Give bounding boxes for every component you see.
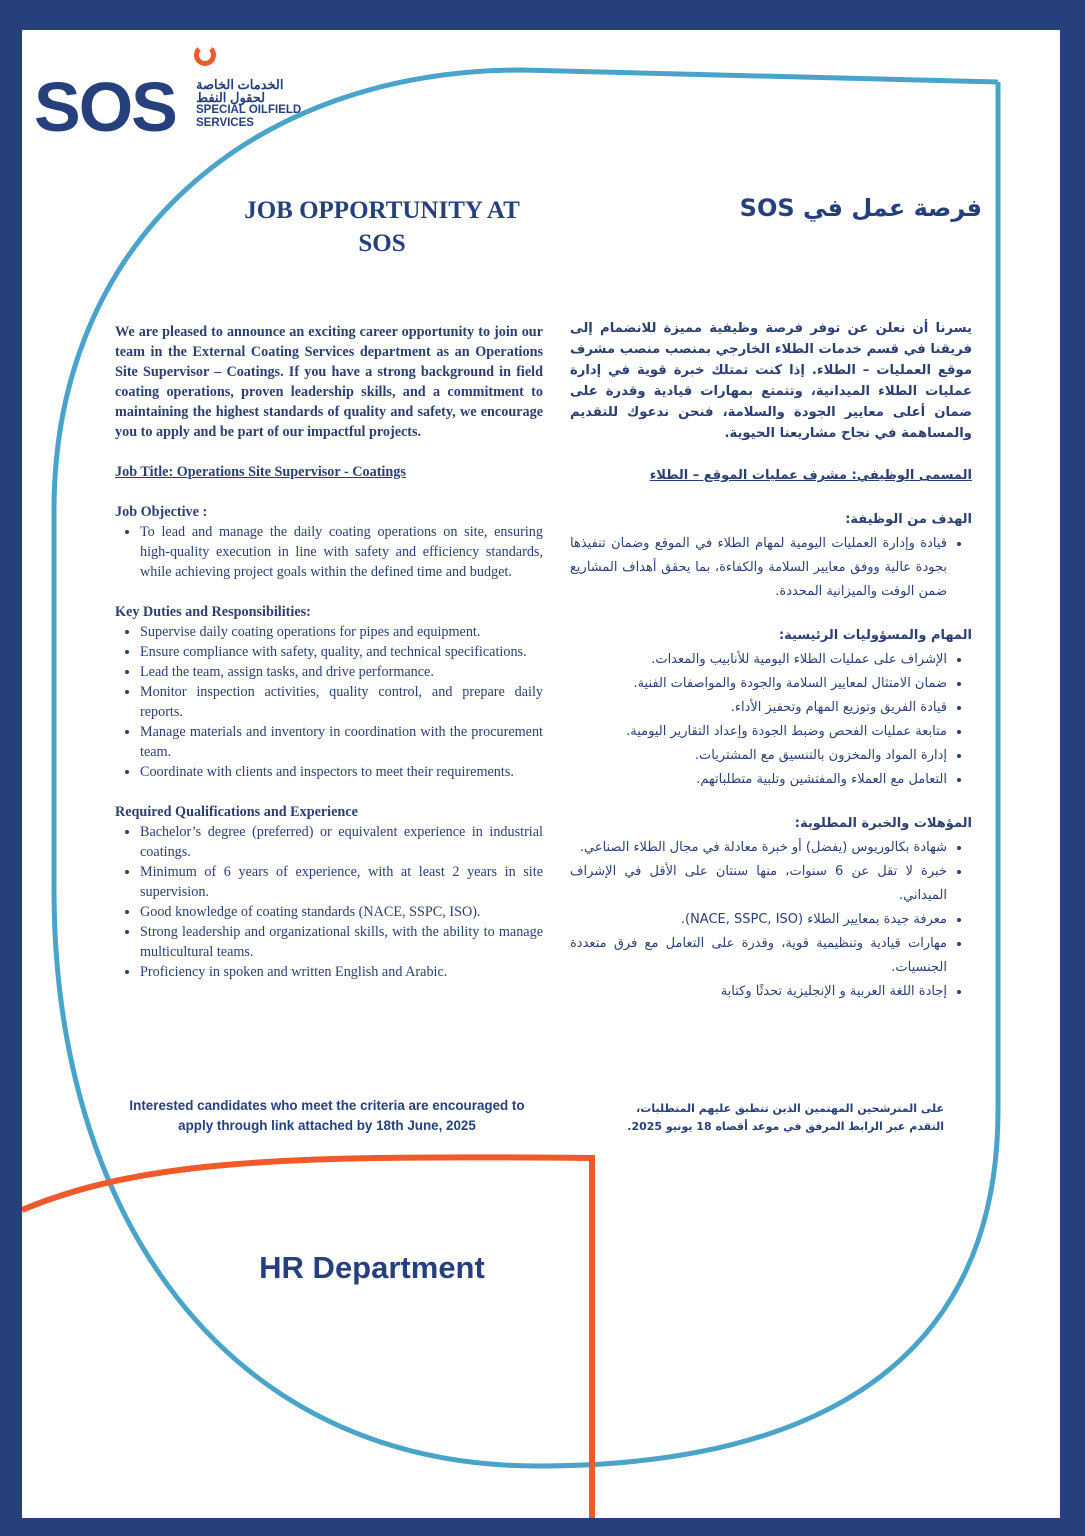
list-item: • Manage materials and inventory in coordination with the procurement team.: [140, 722, 543, 762]
arabic-objective-heading: الهدف من الوظيفة:: [845, 512, 972, 527]
list-item: • Monitor inspection activities, quality control, and prepare daily reports.: [140, 682, 543, 722]
logo-ring-icon: [194, 44, 216, 66]
arabic-duties-heading: المهام والمسؤوليات الرئيسية:: [778, 628, 972, 643]
english-closing-line-1: Interested candidates who meet the criteria are encouraged to: [129, 1098, 525, 1113]
list-item: • قيادة وإدارة العمليات اليومية لمهام الطلاء في الموقع وضمان تنفيذها بجودة عالية ووفق معايير السلامة والكفاءة، بما يحقق أهداف المشاريع ضمن الوقت والميزانية المحددة.: [570, 532, 947, 604]
arabic-objective-list: [570, 532, 972, 604]
english-objective-list: [115, 522, 543, 582]
list-item: • Supervise daily coating operations for pipes and equipment.: [140, 622, 543, 642]
english-duties-list: [115, 622, 543, 782]
list-item: • Lead the team, assign tasks, and drive performance.: [140, 662, 543, 682]
list-item: • Coordinate with clients and inspectors to meet their requirements.: [140, 762, 543, 782]
arabic-closing-line-2: التقدم عبر الرابط المرفق في موعد أقصاه 18 يونيو 2025.: [627, 1120, 944, 1133]
list-item: • Proficiency in spoken and written English and Arabic.: [140, 962, 543, 982]
logo-letters: SOS: [34, 68, 176, 146]
hr-department-signature: HR Department: [259, 1250, 485, 1285]
list-item: • متابعة عمليات الفحص وضبط الجودة وإعداد التقارير اليومية.: [570, 720, 947, 744]
list-item: • التعامل مع العملاء والمفتشين وتلبية متطلباتهم.: [570, 768, 947, 792]
logo-company-name: [196, 78, 301, 130]
list-item: • ضمان الامتثال لمعايير السلامة والجودة والمواصفات الفنية.: [570, 672, 947, 696]
list-item: • Good knowledge of coating standards (NACE, SSPC, ISO).: [140, 902, 543, 922]
arabic-title: فرصة عمل في SOS: [739, 194, 982, 222]
list-item: • إجادة اللغة العربية و الإنجليزية تحدثًا وكتابة: [570, 980, 947, 1004]
list-item: • Minimum of 6 years of experience, with at least 2 years in site supervision.: [140, 862, 543, 902]
arabic-closing-line-1: على المترشحين المهتمين الذين تنطبق عليهم المتطلبات،: [636, 1102, 944, 1115]
english-closing: [112, 1096, 542, 1136]
list-item: • Bachelor’s degree (preferred) or equivalent experience in industrial coatings.: [140, 822, 543, 862]
arabic-intro: يسرنا أن نعلن عن توفر فرصة وظيفية مميزة للانضمام إلى فريقنا في قسم خدمات الطلاء الخارجي بمنصب منصب مشرف موقع العمليات – الطلاء. إذا كنت تمتلك خبرة قوية في إدارة عمليات الطلاء الميدانية، وتتمتع بمهارات قيادية وقدرة على ضمان أعلى معايير الجودة والسلامة، فنحن ندعوك للتقديم والمساهمة في نجاح مشاريعنا الحيوية.: [570, 321, 972, 441]
english-closing-line-2: apply through link attached by 18th June, 2025: [178, 1118, 476, 1133]
list-item: • شهادة بكالوريوس (يفضل) أو خبرة معادلة في مجال الطلاء الصناعي.: [570, 836, 947, 860]
arabic-qualifications-heading: المؤهلات والخبرة المطلوبة:: [794, 816, 972, 831]
list-item: • خبرة لا تقل عن 6 سنوات، منها سنتان على الأقل في الإشراف الميداني.: [570, 860, 947, 908]
list-item: • الإشراف على عمليات الطلاء اليومية للأنابيب والمعدات.: [570, 648, 947, 672]
english-title: JOB OPPORTUNITY AT SOS: [244, 197, 520, 257]
list-item: • مهارات قيادية وتنظيمية قوية، وقدرة على التعامل مع فرق متعددة الجنسيات.: [570, 932, 947, 980]
list-item: • قيادة الفريق وتوزيع المهام وتحفيز الأداء.: [570, 696, 947, 720]
english-job-title: Job Title: Operations Site Supervisor - Coatings: [115, 464, 406, 480]
job-posting-page: [22, 30, 1060, 1518]
arabic-duties-list: [570, 648, 972, 792]
english-column: [115, 322, 543, 982]
list-item: • إدارة المواد والمخزون بالتنسيق مع المشتريات.: [570, 744, 947, 768]
logo-name-ar-2: لحقول النفط: [196, 90, 266, 105]
list-item: • Ensure compliance with safety, quality, and technical specifications.: [140, 642, 543, 662]
arabic-closing: [582, 1100, 944, 1136]
arabic-column: [570, 318, 972, 1004]
english-qualifications-list: [115, 822, 543, 982]
list-item: • To lead and manage the daily coating operations on site, ensuring high-quality execution in line with safety and efficiency standards, while achieving project goals within the defined time and budget.: [140, 522, 543, 582]
arabic-qualifications-list: [570, 836, 972, 1004]
logo-name-en-1: SPECIAL OILFIELD: [196, 104, 302, 116]
sos-logo: [34, 44, 334, 154]
english-intro: We are pleased to announce an exciting career opportunity to join our team in the External Coating Services department as an Operations Site Supervisor – Coatings. If you have a strong background in field coating operations, proven leadership skills, and a commitment to maintaining the highest standards of quality and safety, we encourage you to apply and be part of our impactful projects.: [115, 324, 543, 440]
arabic-job-title: المسمى الوظيفي: مشرف عمليات الموقع – الطلاء: [649, 468, 972, 483]
english-qualifications-heading: Required Qualifications and Experience: [115, 804, 358, 820]
logo-name-en-2: SERVICES: [196, 117, 254, 129]
list-item: • معرفة جيدة بمعايير الطلاء (NACE, SSPC, ISO).: [570, 908, 947, 932]
logo-name-ar-1: الخدمات الخاصة: [196, 77, 284, 92]
english-duties-heading: Key Duties and Responsibilities:: [115, 604, 311, 620]
list-item: • Strong leadership and organizational skills, with the ability to manage multicultural teams.: [140, 922, 543, 962]
english-objective-heading: Job Objective :: [115, 504, 208, 520]
